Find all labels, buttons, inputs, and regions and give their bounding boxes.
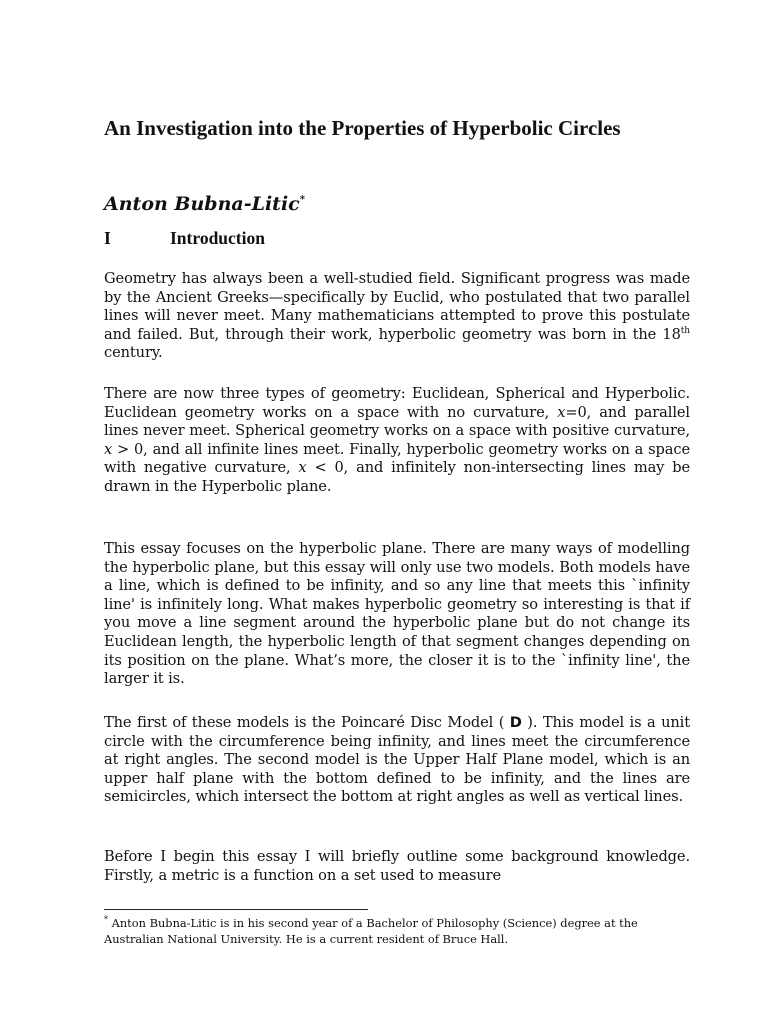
paragraph-1-text-b: century. (104, 344, 163, 362)
footnote-mark: * (104, 915, 108, 925)
paragraph-1-superscript: th (680, 325, 690, 336)
paragraph-2-text-d: < 0, and infinitely non-intersecting lines may be drawn in the Hyperbolic plane. (104, 459, 690, 495)
footnote-text: Anton Bubna-Litic is in his second year of a Bachelor of Philosophy (Science) degree at the Australian National University. He is a current resident of Bruce Hall. (104, 916, 638, 946)
variable-x-2: x (104, 440, 113, 458)
disc-model-symbol: D (509, 714, 522, 731)
author-name-text: Anton Bubna-Litic (104, 193, 300, 215)
variable-x-1: x (557, 403, 566, 421)
paragraph-4-text-a: The first of these models is the Poincaré Disc Model ( (104, 714, 510, 731)
paragraph-2-text-b: =0, and parallel lines never meet. Spherical geometry works on a space with positive curvature, (104, 403, 690, 440)
paragraph-2-text-c: > 0, and all infinite lines meet. Finally, hyperbolic geometry works on a space with negative curvature, (104, 440, 690, 477)
paragraph-1-text-a: Geometry has always been a well-studied field. Significant progress was made by the Ancient Greeks—specifically by Euclid, who postulated that two parallel lines will never meet. Many mathematicians attempted to prove this postulate and failed. But, through their work, hyperbolic geometry was born in the 18 (104, 270, 690, 343)
author-footnote-mark: * (299, 194, 305, 206)
paper-title: An Investigation into the Properties of Hyperbolic Circles (104, 116, 621, 140)
section-title: Introduction (170, 228, 265, 248)
author-name (104, 193, 305, 215)
footnote (104, 916, 690, 947)
paragraph-3: This essay focuses on the hyperbolic plane. There are many ways of modelling the hyperbolic plane, but this essay will only use two models. Both models have a line, which is defined to be infinity, and so any line that meets this `infinity line' is infinitely long. What makes hyperbolic geometry so interesting is that if you move a line segment around the hyperbolic plane but do not change its Euclidean length, the hyperbolic length of that segment changes depending on its position on the plane. What’s more, the closer it is to the `infinity line', the larger it is. (104, 540, 690, 688)
paragraph-5-line-2: knowledge. Firstly, a metric is a function on a set used to measure (104, 848, 691, 884)
section-heading (104, 228, 265, 249)
paragraph-2-text-a: There are now three types of geometry: Euclidean, Spherical and Hyperbolic. Euclidean geometry works on a space with no curvature, (104, 385, 690, 421)
paragraph-2 (104, 385, 690, 497)
paragraph-5 (104, 848, 690, 885)
footnote-separator (104, 909, 368, 910)
section-number: I (104, 228, 111, 248)
paragraph-4 (104, 714, 690, 807)
paragraph-5-line-1: Before I begin this essay I will briefly outline some background (104, 848, 599, 865)
paragraph-4-text-b: ). This model is a unit circle with the circumference being infinity, and lines meet the circumference at right angles. The second model is the Upper Half Plane model, which is an upper half plane with the bottom defined to be infinity, and the lines are semicircles, which intersect the bottom at right angles as well as vertical lines. (104, 714, 690, 806)
paragraph-1 (104, 270, 690, 363)
variable-x-3: x (298, 459, 307, 477)
